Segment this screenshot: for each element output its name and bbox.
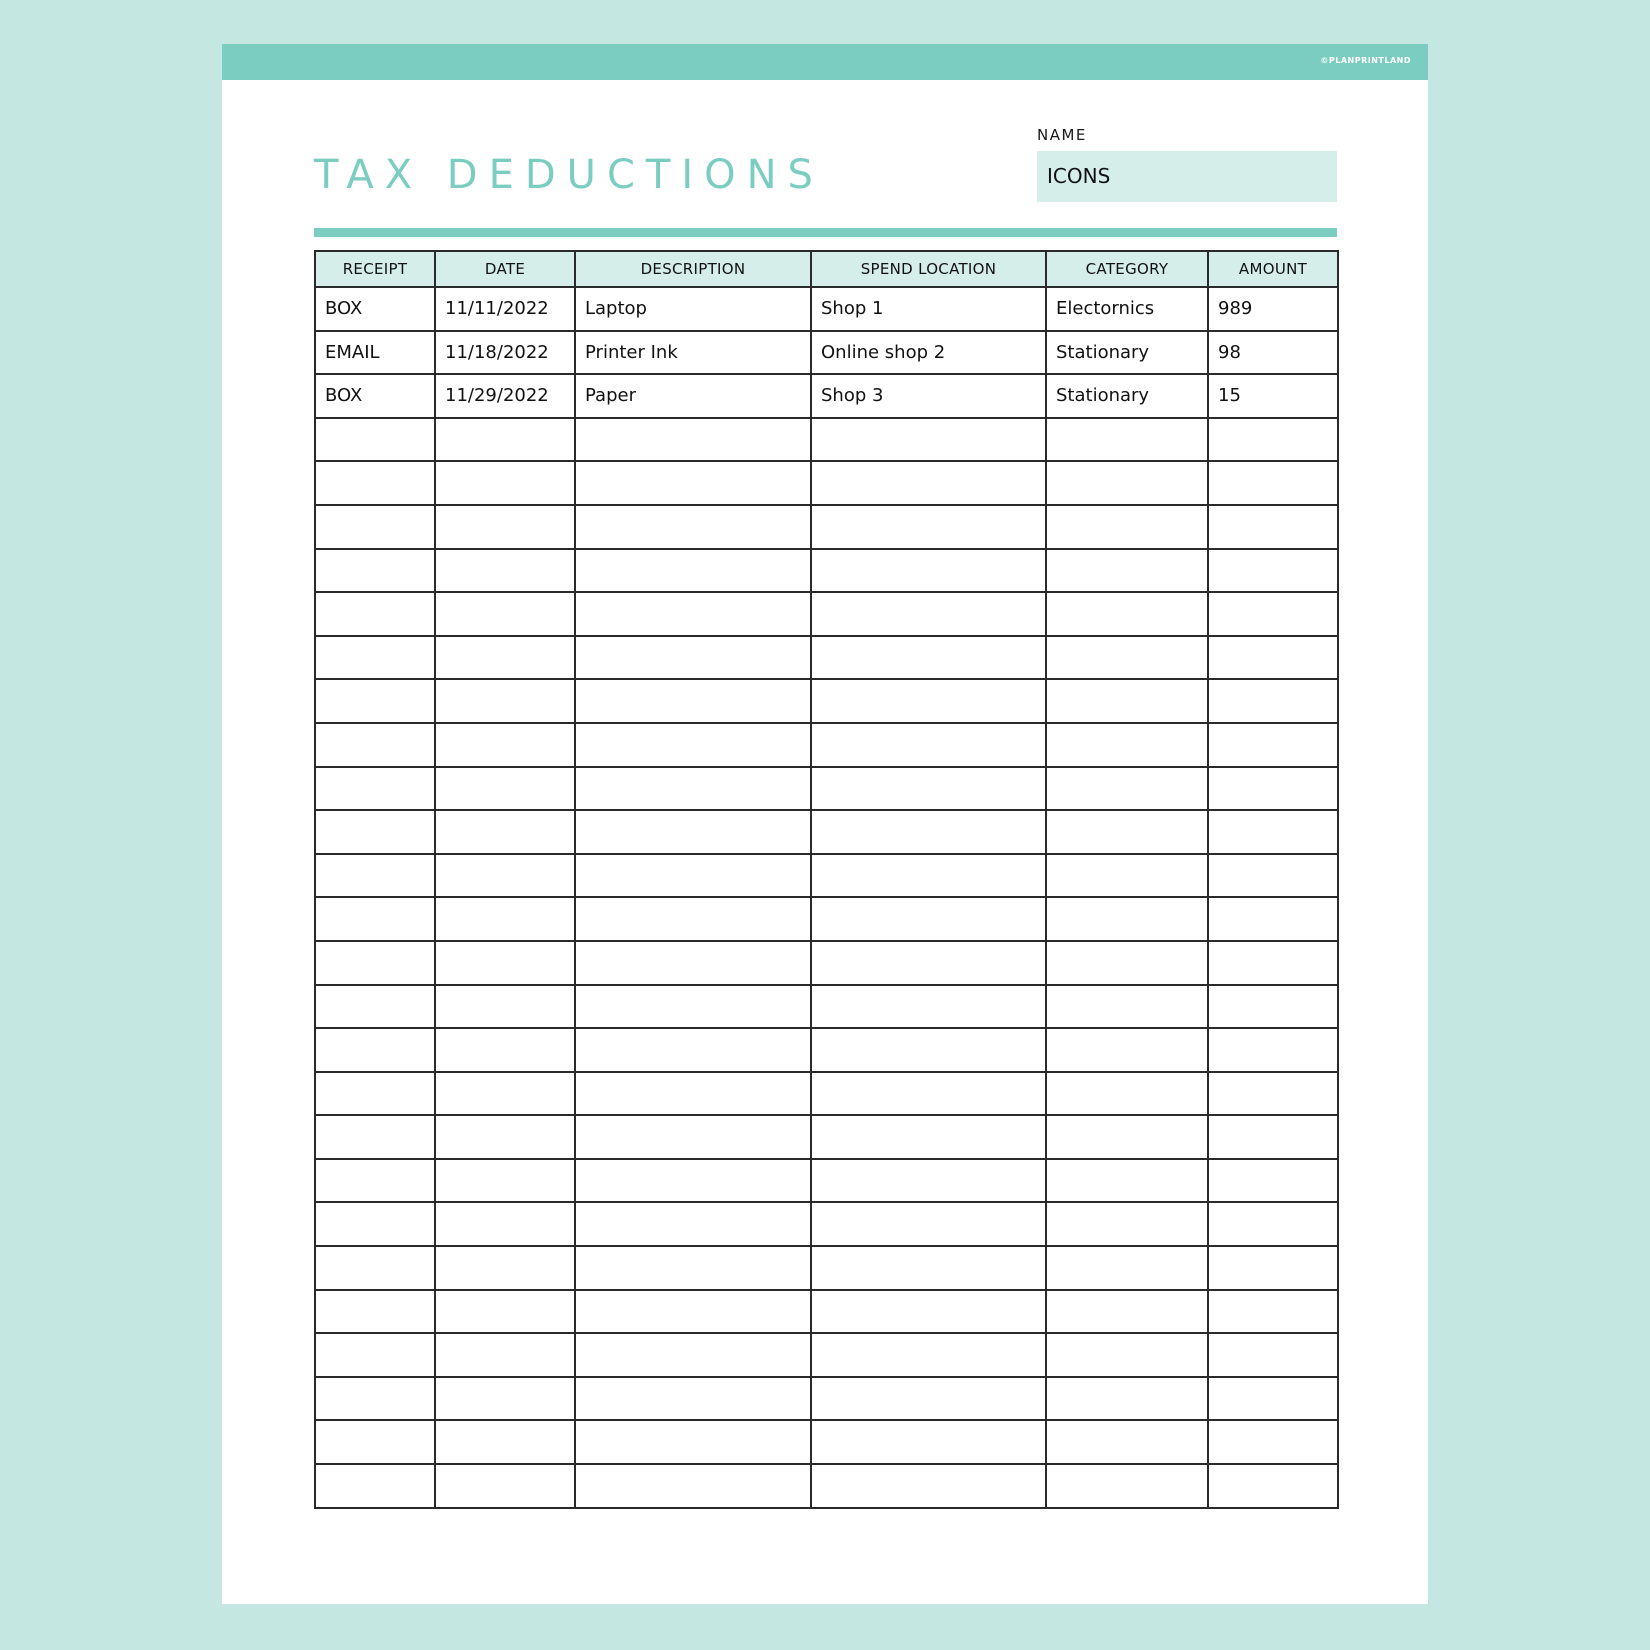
- cell-date[interactable]: [435, 897, 575, 941]
- cell-description[interactable]: [575, 767, 811, 811]
- cell-spend-location[interactable]: [811, 723, 1046, 767]
- table-row: [315, 331, 1338, 375]
- cell-description[interactable]: [575, 1028, 811, 1072]
- cell-date[interactable]: [435, 1202, 575, 1246]
- cell-date[interactable]: [435, 636, 575, 680]
- table-row: [315, 1464, 1338, 1508]
- cell-category[interactable]: [1046, 854, 1208, 898]
- cell-category[interactable]: [1046, 1072, 1208, 1116]
- table-row: [315, 1072, 1338, 1116]
- cell-spend-location[interactable]: Online shop 2: [811, 331, 1046, 375]
- cell-category[interactable]: [1046, 1115, 1208, 1159]
- page-title: TAX DEDUCTIONS: [314, 152, 824, 198]
- cell-description[interactable]: [575, 636, 811, 680]
- table-header-row: [315, 251, 1338, 287]
- cell-spend-location[interactable]: [811, 1464, 1046, 1508]
- cell-spend-location[interactable]: [811, 1202, 1046, 1246]
- top-banner: [222, 44, 1428, 80]
- cell-category[interactable]: [1046, 549, 1208, 593]
- table-row: [315, 1115, 1338, 1159]
- table-row: [315, 287, 1338, 331]
- cell-amount[interactable]: [1208, 1290, 1338, 1334]
- cell-date[interactable]: [435, 505, 575, 549]
- cell-amount[interactable]: 989: [1208, 287, 1338, 331]
- cell-receipt[interactable]: [315, 1159, 435, 1203]
- cell-category[interactable]: [1046, 1246, 1208, 1290]
- cell-category[interactable]: [1046, 1290, 1208, 1334]
- cell-date[interactable]: [435, 679, 575, 723]
- cell-category[interactable]: [1046, 897, 1208, 941]
- table-row: [315, 1420, 1338, 1464]
- cell-amount[interactable]: [1208, 418, 1338, 462]
- cell-amount[interactable]: [1208, 1072, 1338, 1116]
- cell-spend-location[interactable]: [811, 985, 1046, 1029]
- cell-receipt[interactable]: [315, 592, 435, 636]
- table-row: [315, 592, 1338, 636]
- title-divider: [314, 228, 1337, 237]
- cell-date[interactable]: [435, 985, 575, 1029]
- cell-date[interactable]: [435, 1290, 575, 1334]
- cell-amount[interactable]: [1208, 941, 1338, 985]
- table-row: [315, 941, 1338, 985]
- cell-date[interactable]: [435, 767, 575, 811]
- cell-category[interactable]: [1046, 679, 1208, 723]
- cell-category[interactable]: [1046, 1333, 1208, 1377]
- cell-description[interactable]: [575, 810, 811, 854]
- cell-spend-location[interactable]: [811, 854, 1046, 898]
- table-row: [315, 723, 1338, 767]
- cell-amount[interactable]: [1208, 549, 1338, 593]
- cell-description[interactable]: [575, 1464, 811, 1508]
- cell-amount[interactable]: [1208, 767, 1338, 811]
- cell-description[interactable]: [575, 985, 811, 1029]
- cell-receipt[interactable]: [315, 897, 435, 941]
- watermark: ©PLANPRINTLAND: [1320, 56, 1411, 65]
- cell-receipt[interactable]: [315, 1377, 435, 1421]
- cell-spend-location[interactable]: [811, 1420, 1046, 1464]
- column-header-date: DATE: [435, 251, 575, 287]
- cell-amount[interactable]: [1208, 592, 1338, 636]
- cell-date[interactable]: [435, 1333, 575, 1377]
- cell-date[interactable]: [435, 1072, 575, 1116]
- cell-category[interactable]: [1046, 767, 1208, 811]
- table-row: [315, 1290, 1338, 1334]
- cell-category[interactable]: [1046, 941, 1208, 985]
- cell-description[interactable]: [575, 1377, 811, 1421]
- cell-amount[interactable]: [1208, 810, 1338, 854]
- cell-date[interactable]: [435, 549, 575, 593]
- cell-receipt[interactable]: [315, 1464, 435, 1508]
- cell-receipt[interactable]: [315, 723, 435, 767]
- cell-spend-location[interactable]: [811, 592, 1046, 636]
- cell-amount[interactable]: [1208, 1115, 1338, 1159]
- cell-receipt[interactable]: [315, 985, 435, 1029]
- cell-receipt[interactable]: [315, 505, 435, 549]
- cell-amount[interactable]: [1208, 1028, 1338, 1072]
- cell-amount[interactable]: [1208, 723, 1338, 767]
- cell-date[interactable]: [435, 1420, 575, 1464]
- table-row: [315, 854, 1338, 898]
- table-row: [315, 549, 1338, 593]
- cell-description[interactable]: [575, 897, 811, 941]
- cell-description[interactable]: [575, 723, 811, 767]
- cell-category[interactable]: [1046, 418, 1208, 462]
- name-label: NAME: [1037, 126, 1087, 144]
- cell-date[interactable]: [435, 723, 575, 767]
- column-header-description: DESCRIPTION: [575, 251, 811, 287]
- cell-spend-location[interactable]: [811, 1159, 1046, 1203]
- cell-receipt[interactable]: [315, 418, 435, 462]
- cell-receipt[interactable]: [315, 1072, 435, 1116]
- cell-amount[interactable]: [1208, 636, 1338, 680]
- cell-category[interactable]: [1046, 810, 1208, 854]
- table-row: [315, 1333, 1338, 1377]
- table-row: [315, 374, 1338, 418]
- column-header-category: CATEGORY: [1046, 251, 1208, 287]
- cell-date[interactable]: [435, 941, 575, 985]
- cell-category[interactable]: Electornics: [1046, 287, 1208, 331]
- cell-amount[interactable]: [1208, 1377, 1338, 1421]
- table-row: [315, 418, 1338, 462]
- cell-date[interactable]: [435, 461, 575, 505]
- cell-description[interactable]: [575, 549, 811, 593]
- cell-receipt[interactable]: [315, 1420, 435, 1464]
- cell-date[interactable]: [435, 1377, 575, 1421]
- table-row: [315, 897, 1338, 941]
- cell-receipt[interactable]: [315, 549, 435, 593]
- cell-category[interactable]: Stationary: [1046, 374, 1208, 418]
- table-row: [315, 1202, 1338, 1246]
- cell-description[interactable]: [575, 854, 811, 898]
- table-row: [315, 810, 1338, 854]
- cell-spend-location[interactable]: [811, 1377, 1046, 1421]
- cell-amount[interactable]: [1208, 505, 1338, 549]
- cell-date[interactable]: [435, 1464, 575, 1508]
- cell-receipt[interactable]: [315, 679, 435, 723]
- cell-spend-location[interactable]: [811, 1246, 1046, 1290]
- cell-description[interactable]: [575, 505, 811, 549]
- cell-amount[interactable]: [1208, 1420, 1338, 1464]
- cell-receipt[interactable]: [315, 767, 435, 811]
- cell-description[interactable]: [575, 1246, 811, 1290]
- cell-category[interactable]: [1046, 1202, 1208, 1246]
- cell-spend-location[interactable]: [811, 1333, 1046, 1377]
- cell-amount[interactable]: [1208, 1333, 1338, 1377]
- cell-spend-location[interactable]: Shop 1: [811, 287, 1046, 331]
- cell-receipt[interactable]: [315, 1115, 435, 1159]
- cell-spend-location[interactable]: [811, 810, 1046, 854]
- cell-amount[interactable]: [1208, 1464, 1338, 1508]
- cell-spend-location[interactable]: [811, 897, 1046, 941]
- cell-date[interactable]: [435, 1159, 575, 1203]
- table-row: [315, 1377, 1338, 1421]
- cell-description[interactable]: Laptop: [575, 287, 811, 331]
- cell-amount[interactable]: [1208, 461, 1338, 505]
- cell-date[interactable]: 11/18/2022: [435, 331, 575, 375]
- cell-date[interactable]: [435, 418, 575, 462]
- cell-description[interactable]: Printer Ink: [575, 331, 811, 375]
- cell-spend-location[interactable]: Shop 3: [811, 374, 1046, 418]
- cell-description[interactable]: [575, 679, 811, 723]
- cell-spend-location[interactable]: [811, 461, 1046, 505]
- cell-amount[interactable]: [1208, 1159, 1338, 1203]
- cell-receipt[interactable]: [315, 1246, 435, 1290]
- cell-receipt[interactable]: [315, 636, 435, 680]
- cell-spend-location[interactable]: [811, 1028, 1046, 1072]
- cell-receipt[interactable]: BOX: [315, 374, 435, 418]
- name-field[interactable]: ICONS: [1037, 151, 1337, 202]
- cell-description[interactable]: [575, 1290, 811, 1334]
- cell-description[interactable]: Paper: [575, 374, 811, 418]
- cell-category[interactable]: [1046, 461, 1208, 505]
- cell-description[interactable]: [575, 1202, 811, 1246]
- cell-spend-location[interactable]: [811, 1290, 1046, 1334]
- cell-amount[interactable]: [1208, 679, 1338, 723]
- cell-date[interactable]: [435, 1246, 575, 1290]
- cell-category[interactable]: [1046, 1028, 1208, 1072]
- cell-category[interactable]: [1046, 1464, 1208, 1508]
- cell-receipt[interactable]: [315, 461, 435, 505]
- cell-category[interactable]: [1046, 636, 1208, 680]
- cell-spend-location[interactable]: [811, 505, 1046, 549]
- cell-category[interactable]: [1046, 1420, 1208, 1464]
- cell-description[interactable]: [575, 1333, 811, 1377]
- cell-date[interactable]: 11/29/2022: [435, 374, 575, 418]
- cell-date[interactable]: 11/11/2022: [435, 287, 575, 331]
- cell-date[interactable]: [435, 810, 575, 854]
- cell-receipt[interactable]: [315, 810, 435, 854]
- cell-category[interactable]: [1046, 592, 1208, 636]
- cell-category[interactable]: [1046, 1377, 1208, 1421]
- cell-receipt[interactable]: [315, 1202, 435, 1246]
- cell-category[interactable]: Stationary: [1046, 331, 1208, 375]
- deductions-table: [314, 250, 1339, 1509]
- cell-spend-location[interactable]: [811, 1072, 1046, 1116]
- cell-category[interactable]: [1046, 985, 1208, 1029]
- cell-description[interactable]: [575, 941, 811, 985]
- cell-receipt[interactable]: [315, 1333, 435, 1377]
- cell-spend-location[interactable]: [811, 418, 1046, 462]
- cell-spend-location[interactable]: [811, 549, 1046, 593]
- cell-description[interactable]: [575, 1115, 811, 1159]
- cell-date[interactable]: [435, 1115, 575, 1159]
- table-row: [315, 767, 1338, 811]
- cell-receipt[interactable]: [315, 1290, 435, 1334]
- cell-amount[interactable]: 15: [1208, 374, 1338, 418]
- cell-description[interactable]: [575, 418, 811, 462]
- table-row: [315, 1028, 1338, 1072]
- table-row: [315, 985, 1338, 1029]
- cell-receipt[interactable]: [315, 854, 435, 898]
- table-row: [315, 636, 1338, 680]
- cell-spend-location[interactable]: [811, 1115, 1046, 1159]
- cell-spend-location[interactable]: [811, 767, 1046, 811]
- cell-description[interactable]: [575, 461, 811, 505]
- cell-description[interactable]: [575, 1159, 811, 1203]
- cell-receipt[interactable]: BOX: [315, 287, 435, 331]
- cell-spend-location[interactable]: [811, 636, 1046, 680]
- table-row: [315, 1246, 1338, 1290]
- cell-receipt[interactable]: EMAIL: [315, 331, 435, 375]
- cell-amount[interactable]: 98: [1208, 331, 1338, 375]
- cell-date[interactable]: [435, 1028, 575, 1072]
- cell-amount[interactable]: [1208, 1246, 1338, 1290]
- cell-spend-location[interactable]: [811, 941, 1046, 985]
- cell-category[interactable]: [1046, 1159, 1208, 1203]
- cell-amount[interactable]: [1208, 897, 1338, 941]
- cell-category[interactable]: [1046, 723, 1208, 767]
- table-row: [315, 679, 1338, 723]
- column-header-spend-location: SPEND LOCATION: [811, 251, 1046, 287]
- cell-description[interactable]: [575, 1420, 811, 1464]
- cell-receipt[interactable]: [315, 941, 435, 985]
- cell-description[interactable]: [575, 592, 811, 636]
- cell-spend-location[interactable]: [811, 679, 1046, 723]
- cell-date[interactable]: [435, 854, 575, 898]
- cell-amount[interactable]: [1208, 854, 1338, 898]
- cell-date[interactable]: [435, 592, 575, 636]
- cell-receipt[interactable]: [315, 1028, 435, 1072]
- cell-amount[interactable]: [1208, 985, 1338, 1029]
- table-row: [315, 1159, 1338, 1203]
- table-row: [315, 461, 1338, 505]
- table-row: [315, 505, 1338, 549]
- column-header-receipt: RECEIPT: [315, 251, 435, 287]
- cell-category[interactable]: [1046, 505, 1208, 549]
- cell-description[interactable]: [575, 1072, 811, 1116]
- planner-page: [222, 44, 1428, 1604]
- cell-amount[interactable]: [1208, 1202, 1338, 1246]
- column-header-amount: AMOUNT: [1208, 251, 1338, 287]
